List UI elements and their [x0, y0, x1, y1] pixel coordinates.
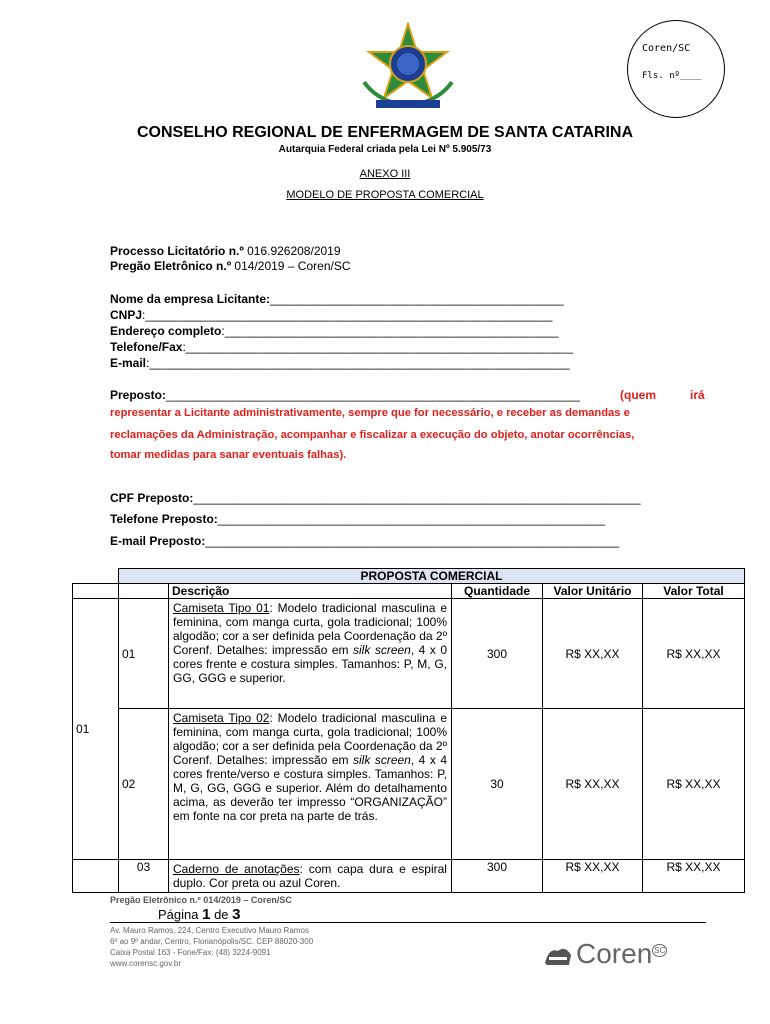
coat-of-arms-emblem: [358, 22, 458, 114]
preposto-note-line1: representar a Licitante administrativamente, sempre que for necessário, e receber as demandas e: [110, 407, 630, 419]
item-number: 02: [119, 709, 169, 860]
phone-preposto-label: Telefone Preposto:: [110, 512, 218, 526]
item-quantity: 300: [452, 599, 543, 709]
process-label: Processo Licitatório n.º: [110, 244, 244, 258]
item-title: Camiseta Tipo 02: [173, 711, 270, 725]
item-total-value: R$ XX,XX: [643, 599, 745, 709]
cpf-preposto-field[interactable]: CPF Preposto:___________________________________________________________________: [110, 491, 641, 505]
preposto-note-start: (quem: [620, 388, 656, 402]
company-name-label: Nome da empresa Licitante:: [110, 292, 271, 306]
preposto-note-line3: tomar medidas para sanar eventuais falhas).: [110, 449, 347, 461]
table-corner-blank: [73, 569, 119, 584]
preposto-note-line2: reclamações da Administração, acompanhar e fiscalizar a execução do objeto, anotar ocorrências,: [110, 429, 635, 441]
footer-reference: Pregão Eletrônico n.º 014/2019 – Coren/SC: [110, 895, 292, 905]
footer-address: [110, 925, 313, 969]
item-desc-em: silk screen: [353, 753, 411, 767]
page-current: 1: [202, 906, 211, 923]
phone-preposto-field[interactable]: Telefone Preposto:__________________________________________________________: [110, 512, 605, 526]
table-title: PROPOSTA COMERCIAL: [119, 569, 745, 584]
item-title: Caderno de anotações: [173, 862, 300, 876]
phone-field[interactable]: Telefone/Fax:__________________________________________________________: [110, 340, 573, 354]
item-unit-value: R$ XX,XX: [543, 709, 643, 860]
item-description: [169, 860, 452, 893]
coren-logo-icon: [543, 943, 573, 967]
item-quantity: 300: [452, 860, 543, 893]
item-total-value: R$ XX,XX: [643, 709, 745, 860]
item-quantity: 30: [452, 709, 543, 860]
header-unit-value: Valor Unitário: [543, 584, 643, 599]
process-value: 016.926208/2019: [243, 244, 341, 258]
header-blank-2: [119, 584, 169, 599]
email-preposto-label: E-mail Preposto:: [110, 534, 206, 548]
protocol-stamp: [627, 20, 725, 118]
address-field[interactable]: Endereço completo:__________________________________________________: [110, 324, 559, 338]
preposto-field[interactable]: Preposto:______________________________________________________________: [110, 388, 580, 402]
address-line2: 6º ao 9º andar, Centro, Florianópolis/SC. CEP 88020-300: [110, 937, 314, 946]
page-of: de: [214, 907, 229, 922]
item-unit-value: R$ XX,XX: [543, 599, 643, 709]
item-unit-value: R$ XX,XX: [543, 860, 643, 893]
preposto-note-mid: irá: [690, 388, 705, 402]
table-row: [73, 709, 745, 860]
group-cell-empty: [73, 860, 119, 893]
item-desc-text: : Modelo tradicional masculina e feminina, com manga curta, gola tradicional; 100% algodão; cor a ser definida pela Coordenação da 2º Corenf. Detalhes: impressão em: [173, 601, 447, 657]
cnpj-label: CNPJ: [110, 308, 143, 322]
item-number: 01: [119, 599, 169, 709]
logo-superscript: SC: [654, 945, 666, 955]
pregao-value: 014/2019 – Coren/SC: [231, 259, 351, 273]
table-row: [73, 860, 745, 893]
annex-heading: ANEXO III: [359, 168, 411, 180]
pregao-label: Pregão Eletrônico n.º: [110, 259, 232, 273]
header-description: Descrição: [169, 584, 452, 599]
item-desc-text: : Modelo tradicional masculina e feminina, com manga curta, gola tradicional; 100% algodão; cor a ser definida pela Coordenação da 2º Corenf. Detalhes: impressão em: [173, 711, 447, 767]
item-total-value: R$ XX,XX: [643, 860, 745, 893]
cpf-preposto-label: CPF Preposto:: [110, 491, 194, 505]
stamp-line2: Fls. nº____: [642, 71, 702, 81]
header-blank-1: [73, 584, 119, 599]
item-desc-em: silk screen: [353, 643, 411, 657]
table-row: [73, 599, 745, 709]
email-preposto-field[interactable]: E-mail Preposto:______________________________________________________________: [110, 534, 620, 548]
item-number: 03: [119, 860, 169, 893]
coren-logo-text: [576, 938, 667, 970]
page-word: Página: [158, 907, 199, 922]
website-link[interactable]: www.corensc.gov.br: [110, 959, 181, 968]
stamp-line1: Coren/SC: [642, 43, 691, 54]
email-field[interactable]: E-mail:_______________________________________________________________: [110, 356, 570, 370]
page-number: [158, 906, 241, 923]
header-quantity: Quantidade: [452, 584, 543, 599]
item-desc-text-end: , 4 x 0 cores frente e costura simples. Tamanhos: P, M, G, GG, GGG e superior.: [173, 643, 447, 685]
address-line3: Caixa Postal 163 - Fone/Fax: (48) 3224-9091: [110, 948, 271, 957]
address-line1: Av. Mauro Ramos, 224, Centro Executivo Mauro Ramos: [110, 926, 309, 935]
item-description: [169, 599, 452, 709]
phone-label: Telefone/Fax: [110, 340, 183, 354]
preposto-label: Preposto:: [110, 388, 167, 402]
footer-divider: [110, 922, 706, 923]
pregao-number-line: [110, 259, 351, 273]
page-title: CONSELHO REGIONAL DE ENFERMAGEM DE SANTA CATARINA: [136, 124, 633, 141]
address-label: Endereço completo: [110, 324, 222, 338]
item-title: Camiseta Tipo 01: [173, 601, 270, 615]
item-desc-text: : com capa dura e espiral duplo. Cor preta ou azul Coren.: [173, 862, 447, 890]
email-label: E-mail: [110, 356, 147, 370]
process-number-line: [110, 244, 341, 258]
page-total: 3: [232, 906, 241, 923]
company-name-field[interactable]: Nome da empresa Licitante:____________________________________________: [110, 292, 564, 306]
header-total-value: Valor Total: [643, 584, 745, 599]
item-description: [169, 709, 452, 860]
proposal-table: [72, 568, 745, 893]
group-cell: 01: [73, 599, 119, 860]
cnpj-field[interactable]: CNPJ:_____________________________________________________________: [110, 308, 553, 322]
logo-wordmark: Coren: [576, 938, 653, 969]
page-subtitle: Autarquia Federal criada pela Lei Nº 5.905/73: [278, 144, 492, 155]
item-desc-text-end: , 4 x 4 cores frente/verso e costura simples. Tamanhos: P, M, G, GG, GGG e superior. Além do detalhamento acima, as deverão ter impresso “ORGANIZAÇÃO” em fonte na cor preta na parte de trás.: [173, 753, 447, 823]
table-header-row: [73, 584, 745, 599]
model-heading: MODELO DE PROPOSTA COMERCIAL: [286, 189, 484, 201]
